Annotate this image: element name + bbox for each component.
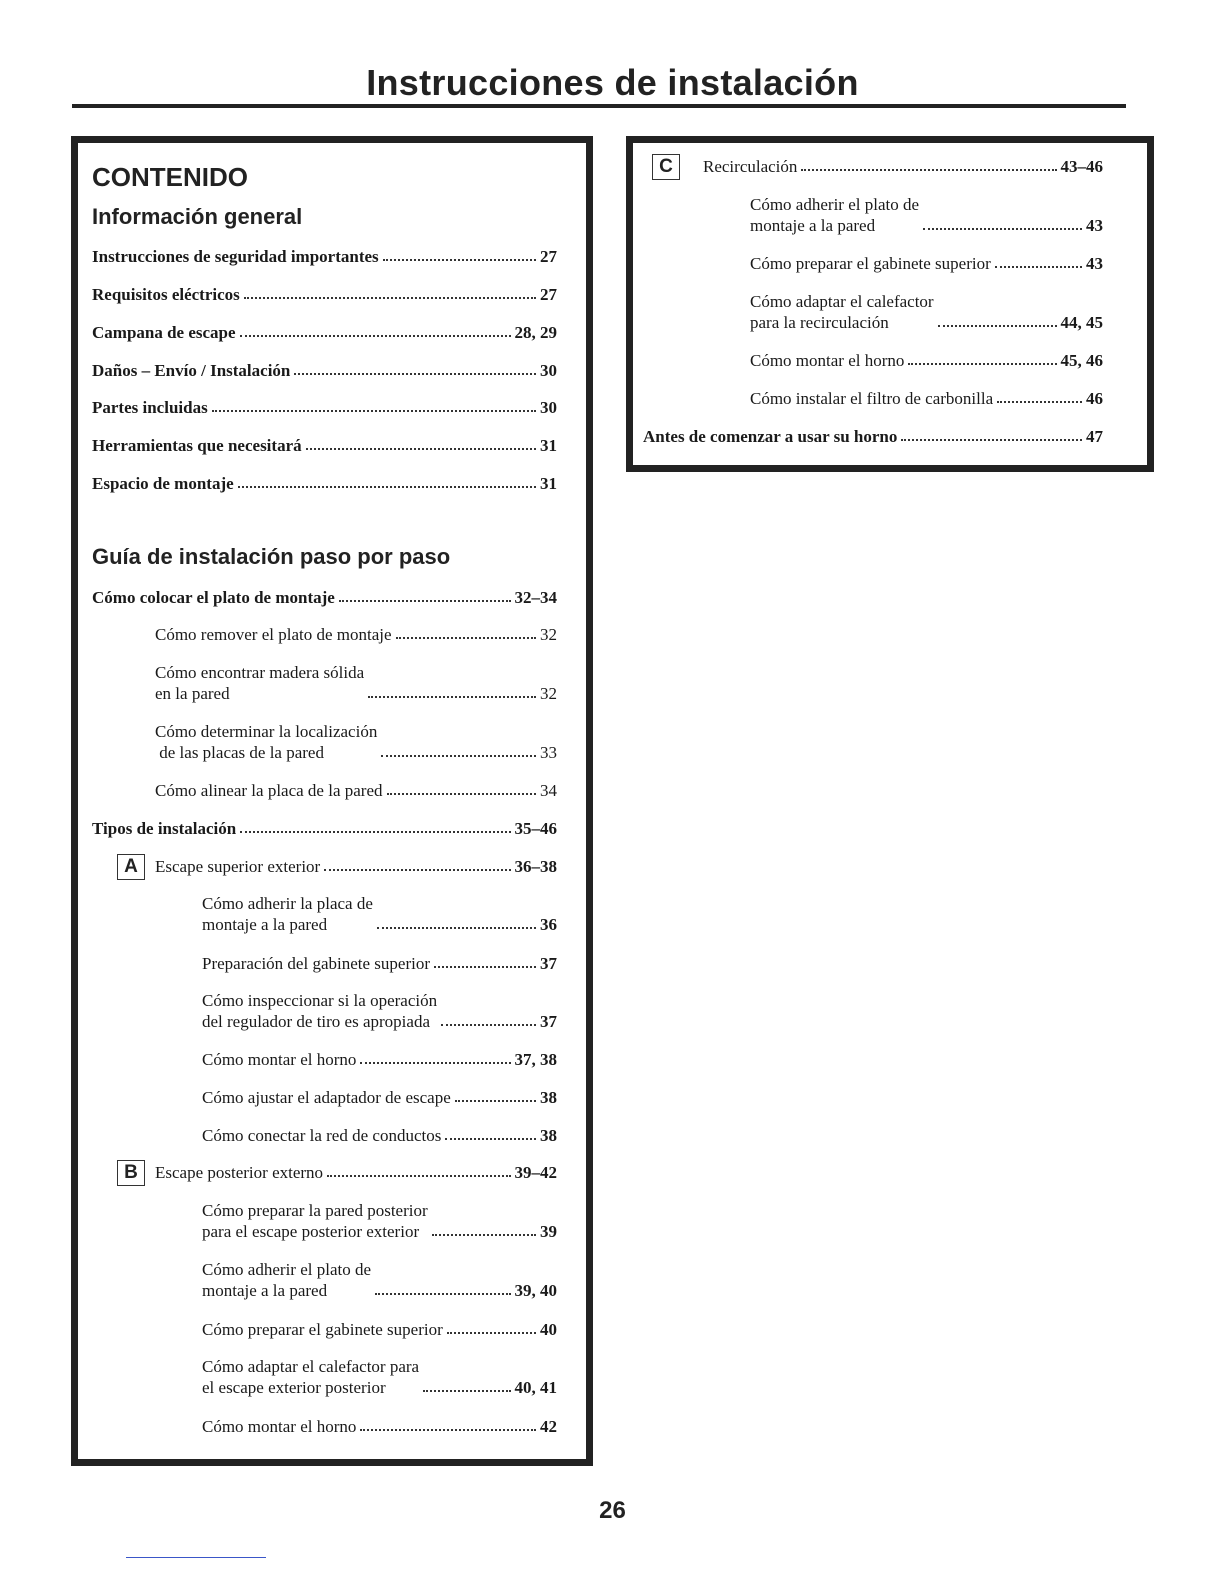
toc-subentry[interactable]: Cómo adaptar el calefactor para el escape exterior posterior 40, 41 — [202, 1357, 557, 1397]
toc-entry[interactable]: Instrucciones de seguridad importantes 27 — [92, 247, 557, 266]
title-rule — [72, 104, 1126, 108]
toc-entry[interactable]: Requisitos eléctricos 27 — [92, 285, 557, 304]
toc-subentry[interactable]: Cómo adaptar el calefactor para la recirculación 44, 45 — [750, 292, 1103, 332]
section-b-badge: B — [117, 1160, 145, 1186]
toc-subentry[interactable]: Escape posterior externo 39–42 — [155, 1163, 557, 1182]
general-heading: Información general — [92, 204, 303, 229]
section-a-badge: A — [117, 854, 145, 880]
toc-subentry[interactable]: Cómo adherir el plato de montaje a la pared 39, 40 — [202, 1260, 557, 1300]
toc-entry[interactable]: Partes incluidas 30 — [92, 398, 557, 417]
toc-entry[interactable]: Daños – Envío / Instalación 30 — [92, 361, 557, 380]
toc-subentry[interactable]: Cómo preparar la pared posterior para el escape posterior exterior 39 — [202, 1201, 557, 1241]
toc-subentry[interactable]: Cómo inspeccionar si la operación del regulador de tiro es apropiada 37 — [202, 991, 557, 1031]
page-number: 26 — [599, 1497, 626, 1524]
toc-subentry[interactable]: Cómo adherir el plato de montaje a la pared 43 — [750, 195, 1103, 235]
toc-subentry[interactable]: Cómo montar el horno 42 — [202, 1417, 557, 1436]
toc-subentry[interactable]: Cómo preparar el gabinete superior 43 — [750, 254, 1103, 273]
toc-subentry[interactable]: Cómo adherir la placa de montaje a la pared 36 — [202, 894, 557, 934]
toc-entry[interactable]: Herramientas que necesitará 31 — [92, 436, 557, 455]
toc-subentry[interactable]: Preparación del gabinete superior 37 — [202, 954, 557, 973]
toc-subentry[interactable]: Cómo montar el horno 45, 46 — [750, 351, 1103, 370]
toc-entry[interactable]: Espacio de montaje 31 — [92, 474, 557, 493]
toc-entry[interactable]: Campana de escape 28, 29 — [92, 323, 557, 342]
toc-subentry[interactable]: Escape superior exterior 36–38 — [155, 857, 557, 876]
toc-subentry[interactable]: Cómo montar el horno 37, 38 — [202, 1050, 557, 1069]
toc-subentry[interactable]: Cómo determinar la localización de las placas de la pared 33 — [155, 722, 557, 762]
bottom-link-rule — [126, 1557, 266, 1558]
guide-heading: Guía de instalación paso por paso — [92, 544, 451, 569]
toc-subentry[interactable]: Cómo ajustar el adaptador de escape 38 — [202, 1088, 557, 1107]
toc-subentry[interactable]: Cómo preparar el gabinete superior 40 — [202, 1320, 557, 1339]
section-c-badge: C — [652, 154, 680, 180]
toc-subentry[interactable]: Cómo encontrar madera sólida en la pared 32 — [155, 663, 557, 703]
toc-entry[interactable]: Cómo colocar el plato de montaje 32–34 — [92, 588, 557, 607]
page-title: Instrucciones de instalación — [366, 62, 859, 103]
toc-entry[interactable]: Tipos de instalación 35–46 — [92, 819, 557, 838]
toc-subentry[interactable]: Cómo alinear la placa de la pared 34 — [155, 781, 557, 800]
toc-heading: CONTENIDO — [92, 162, 248, 192]
toc-subentry[interactable]: Cómo remover el plato de montaje 32 — [155, 625, 557, 644]
toc-entry[interactable]: Antes de comenzar a usar su horno 47 — [643, 427, 1103, 446]
toc-subentry[interactable]: Cómo conectar la red de conductos 38 — [202, 1126, 557, 1145]
toc-subentry[interactable]: Recirculación 43–46 — [703, 157, 1103, 176]
toc-subentry[interactable]: Cómo instalar el filtro de carbonilla 46 — [750, 389, 1103, 408]
